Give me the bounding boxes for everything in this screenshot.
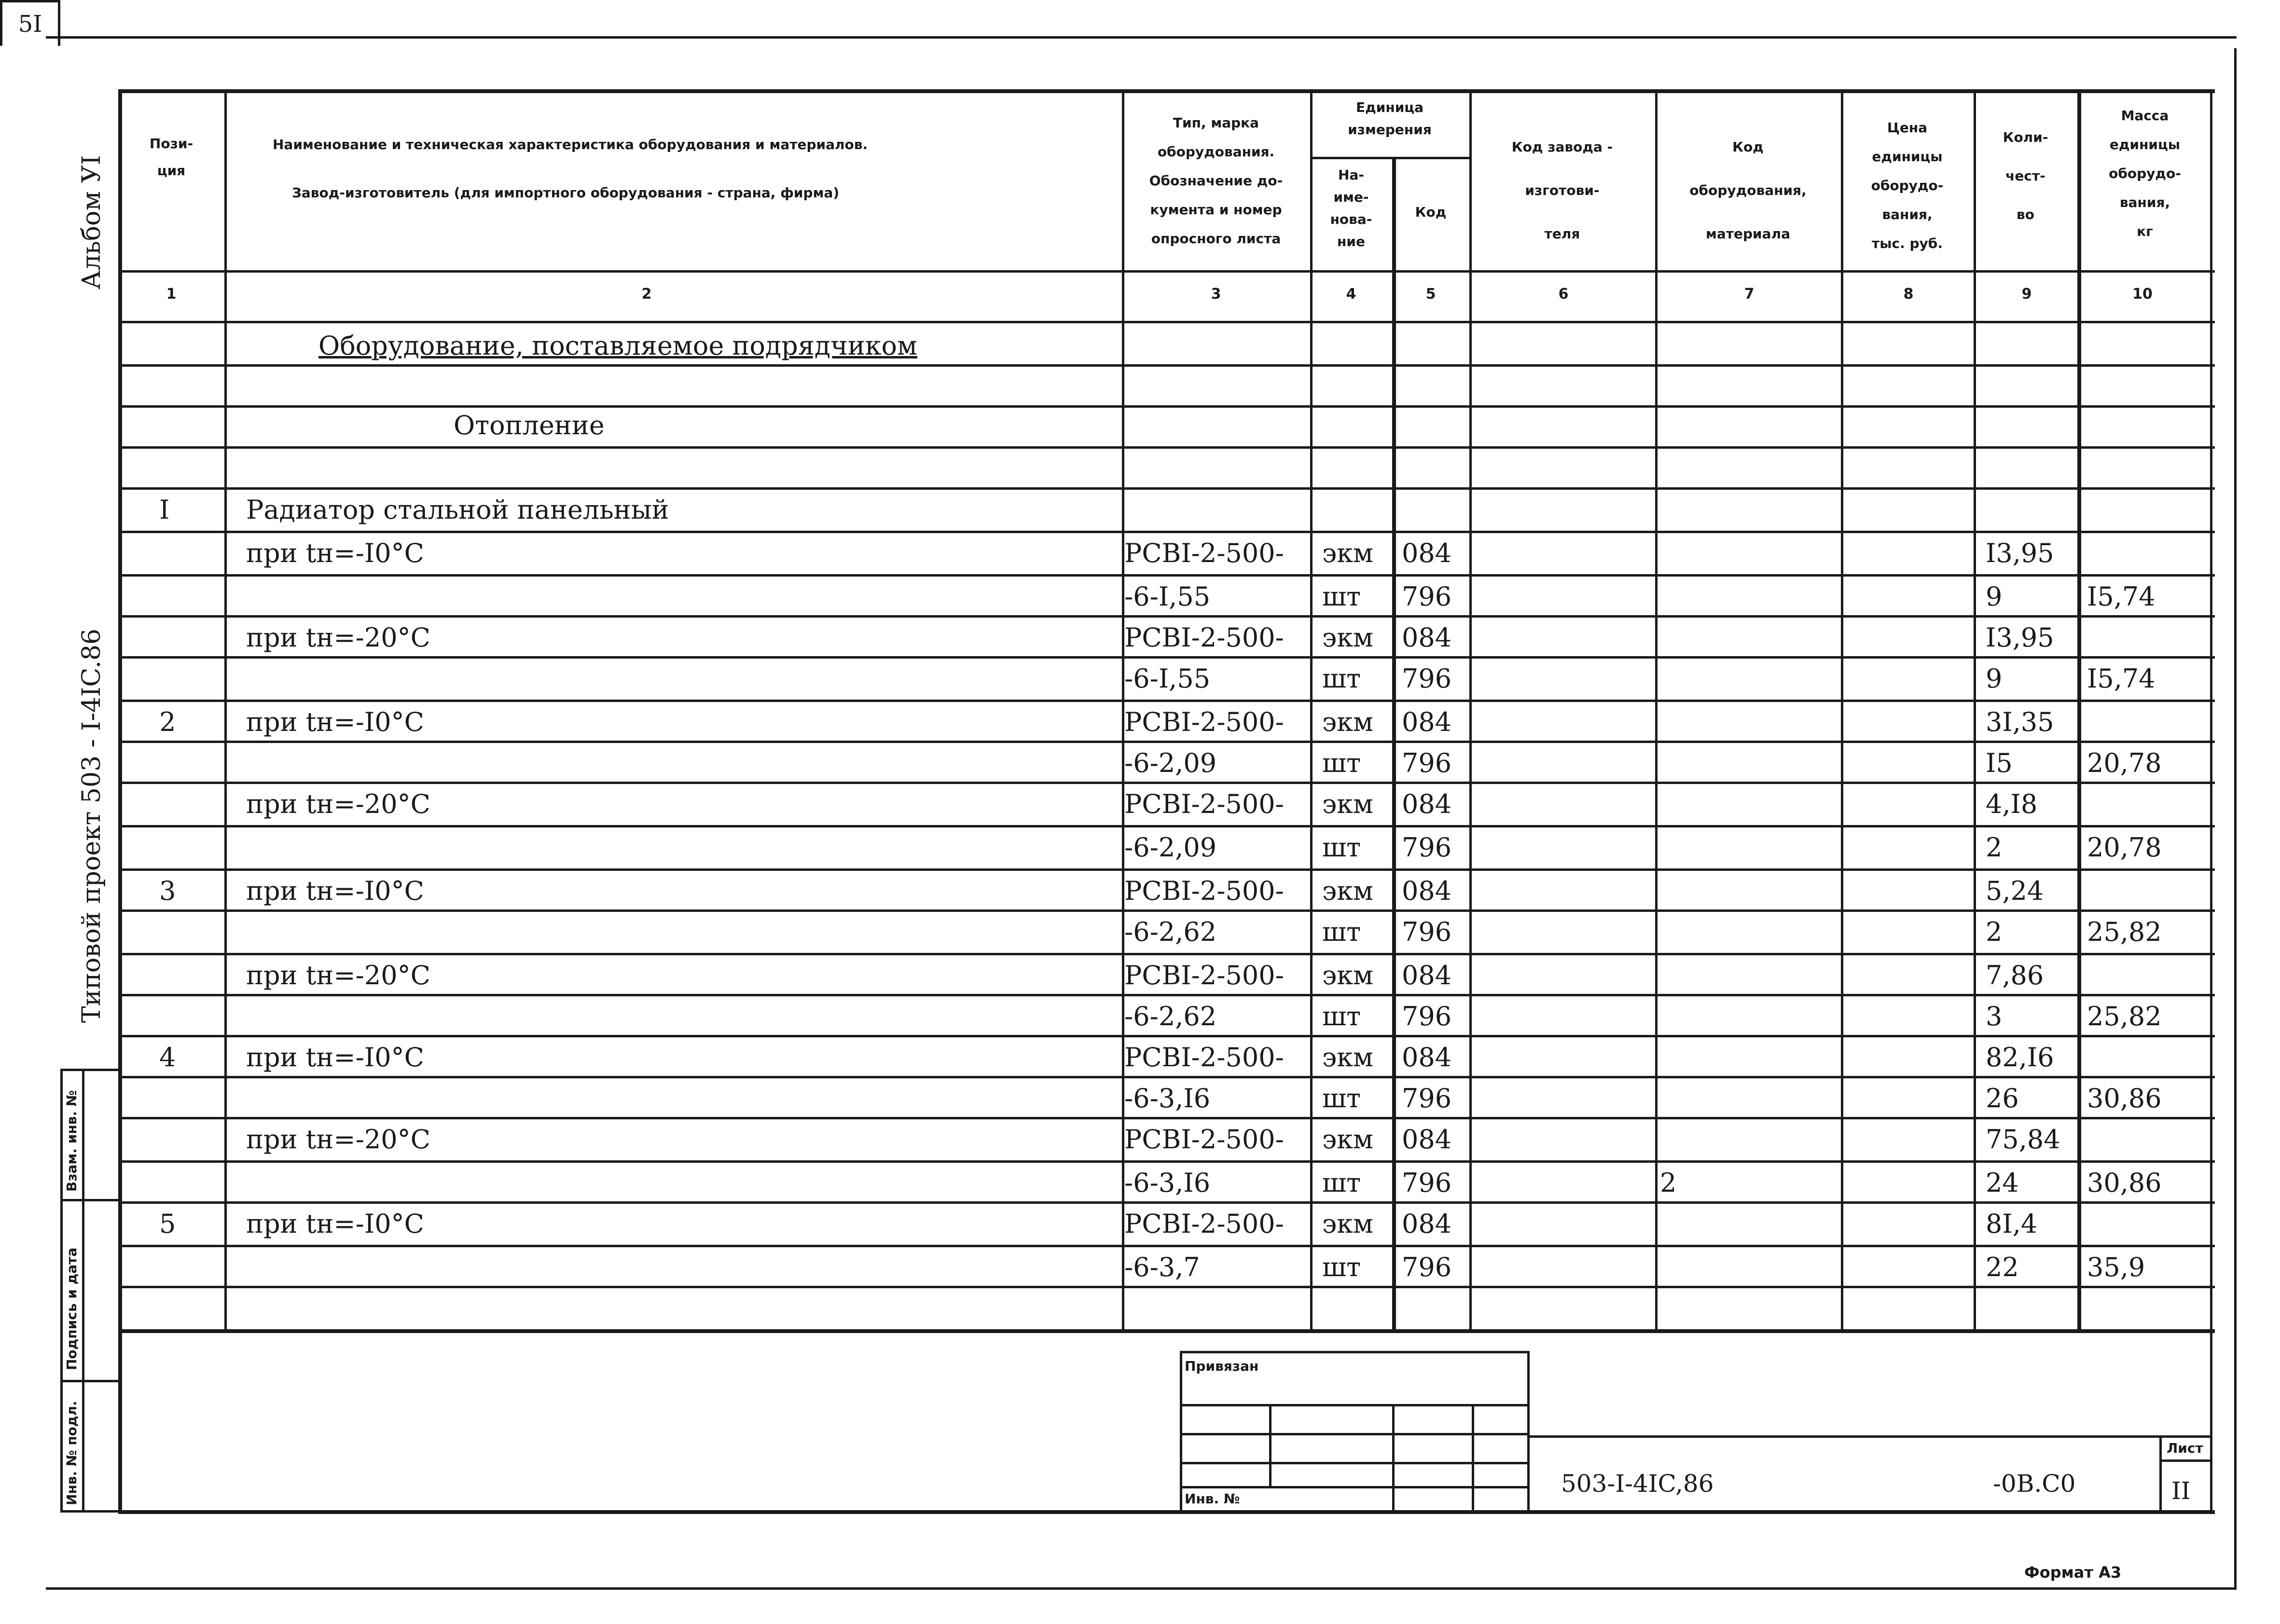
colnum-4: 4 xyxy=(1346,286,1356,303)
cell-mass: 20,78 xyxy=(2087,748,2162,778)
cell-unit-code: 084 xyxy=(1402,538,1452,568)
cell-unit-code: 796 xyxy=(1402,748,1452,778)
cell-unit: экм xyxy=(1322,876,1373,906)
cell-quantity: I3,95 xyxy=(1986,538,2054,568)
colnum-3: 3 xyxy=(1211,286,1221,303)
colnum-1: 1 xyxy=(166,286,177,303)
cell-unit-code: 084 xyxy=(1402,1042,1452,1073)
cell-type: -6-I,55 xyxy=(1124,663,1211,694)
cell-unit: экм xyxy=(1322,538,1373,568)
cell-name: при tн=-I0°C xyxy=(246,1042,424,1073)
cell-unit-code: 084 xyxy=(1402,789,1452,819)
cell-unit: шт xyxy=(1322,1001,1361,1032)
cell-quantity: 3 xyxy=(1986,1001,2003,1032)
cell-type: PCBI-2-500- xyxy=(1124,1042,1284,1073)
cell-type: PCBI-2-500- xyxy=(1124,538,1284,568)
cell-unit-code: 796 xyxy=(1402,581,1452,612)
cell-type: PCBI-2-500- xyxy=(1124,707,1284,737)
colnum-10: 10 xyxy=(2132,286,2153,303)
cell-unit-code: 796 xyxy=(1402,1168,1452,1198)
cell-quantity: 82,I6 xyxy=(1986,1042,2054,1073)
cell-name: при tн=-I0°C xyxy=(246,538,424,568)
cell-mass: 20,78 xyxy=(2087,832,2162,863)
cell-mass: I5,74 xyxy=(2087,581,2156,612)
cell-position: 2 xyxy=(159,707,176,737)
stamp-inv-label: Инв. № xyxy=(1185,1491,1240,1507)
stamp-sheet-value: II xyxy=(2171,1477,2191,1505)
cell-type: PCBI-2-500- xyxy=(1124,1209,1284,1239)
cell-type: -6-2,09 xyxy=(1124,748,1217,778)
cell-mass: 30,86 xyxy=(2087,1083,2162,1114)
cell-name: при tн=-I0°C xyxy=(246,876,424,906)
cell-quantity: 8I,4 xyxy=(1986,1209,2038,1239)
header-plant-code: Код завода - изготови- теля xyxy=(1511,139,1613,242)
cell-position: 3 xyxy=(159,876,176,906)
header-price: Цена единицы оборудо- вания, тыс. руб. xyxy=(1871,120,1944,251)
cell-type: PCBI-2-500- xyxy=(1124,1124,1284,1155)
section-title: Оборудование, поставляемое подрядчиком xyxy=(318,330,918,361)
side-inv-replace: Взам. инв. № xyxy=(64,1090,80,1192)
sheet-number-text: 5I xyxy=(18,11,42,38)
cell-unit: экм xyxy=(1322,622,1373,653)
stamp-sheet-label: Лист xyxy=(2167,1440,2203,1456)
cell-unit: шт xyxy=(1322,1252,1361,1282)
header-name-line1: Наименование и техническая характеристика оборудования и материалов. xyxy=(273,137,868,152)
cell-unit: экм xyxy=(1322,789,1373,819)
cell-unit: экм xyxy=(1322,707,1373,737)
cell-quantity: 7,86 xyxy=(1986,960,2044,991)
cell-position: 5 xyxy=(159,1209,176,1239)
cell-quantity: 2 xyxy=(1986,917,2003,947)
cell-unit-code: 796 xyxy=(1402,663,1452,694)
cell-quantity: 3I,35 xyxy=(1986,707,2054,737)
cell-unit-code: 796 xyxy=(1402,1083,1452,1114)
cell-name: при tн=-20°C xyxy=(246,622,430,653)
cell-unit-code: 796 xyxy=(1402,917,1452,947)
cell-quantity: 2 xyxy=(1986,832,2003,863)
cell-mass: 35,9 xyxy=(2087,1252,2145,1282)
cell-unit-code: 084 xyxy=(1402,707,1452,737)
cell-name: при tн=-20°C xyxy=(246,1124,430,1155)
cell-type: -6-2,09 xyxy=(1124,832,1217,863)
cell-name: при tн=-20°C xyxy=(246,789,430,819)
colnum-8: 8 xyxy=(1903,286,1914,303)
side-inv-orig: Инв. № подл. xyxy=(64,1401,80,1505)
cell-quantity: I5 xyxy=(1986,748,2013,778)
colnum-6: 6 xyxy=(1558,286,1569,303)
header-position: Пози- ция xyxy=(149,136,193,179)
cell-name: Радиатор стальной панельный xyxy=(246,495,669,525)
header-name-line2: Завод-изготовитель (для импортного оборудования - страна, фирма) xyxy=(292,185,840,201)
cell-position: I xyxy=(159,495,170,525)
cell-unit: экм xyxy=(1322,1042,1373,1073)
cell-unit: экм xyxy=(1322,960,1373,991)
cell-mass: I5,74 xyxy=(2087,663,2156,694)
cell-unit-code: 084 xyxy=(1402,1124,1452,1155)
colnum-5: 5 xyxy=(1425,286,1436,303)
cell-quantity: I3,95 xyxy=(1986,622,2054,653)
cell-mass: 25,82 xyxy=(2087,1001,2162,1032)
cell-unit: шт xyxy=(1322,917,1361,947)
cell-mass: 30,86 xyxy=(2087,1168,2162,1198)
cell-position: 4 xyxy=(159,1042,176,1073)
cell-type: -6-3,I6 xyxy=(1124,1168,1211,1198)
cell-unit: шт xyxy=(1322,748,1361,778)
cell-mass: 25,82 xyxy=(2087,917,2162,947)
cell-type: -6-3,I6 xyxy=(1124,1083,1211,1114)
stamp-doc-suffix: -0B.C0 xyxy=(1993,1470,2076,1498)
cell-unit-code: 796 xyxy=(1402,1001,1452,1032)
cell-equipment-code: 2 xyxy=(1660,1168,1677,1198)
cell-quantity: 24 xyxy=(1986,1168,2019,1198)
header-unit-group: Единица измерения xyxy=(1348,99,1432,138)
cell-unit-code: 796 xyxy=(1402,1252,1452,1282)
cell-type: PCBI-2-500- xyxy=(1124,960,1284,991)
side-sign-date: Подпись и дата xyxy=(64,1247,80,1370)
cell-type: -6-I,55 xyxy=(1124,581,1211,612)
cell-quantity: 4,I8 xyxy=(1986,789,2038,819)
header-unit-name: На- име- нова- ние xyxy=(1330,167,1372,249)
cell-type: -6-3,7 xyxy=(1124,1252,1200,1282)
side-album: Альбом УI xyxy=(77,155,106,289)
cell-name: при tн=-20°C xyxy=(246,960,430,991)
cell-quantity: 9 xyxy=(1986,581,2003,612)
header-mass: Масса единицы оборудо- вания, кг xyxy=(2109,108,2181,239)
header-unit-code: Код xyxy=(1415,204,1447,220)
cell-quantity: 5,24 xyxy=(1986,876,2044,906)
cell-unit: экм xyxy=(1322,1209,1373,1239)
cell-quantity: 75,84 xyxy=(1986,1124,2060,1155)
cell-name: при tн=-I0°C xyxy=(246,707,424,737)
stamp-bound-label: Привязан xyxy=(1185,1358,1259,1374)
cell-unit-code: 084 xyxy=(1402,960,1452,991)
cell-type: PCBI-2-500- xyxy=(1124,876,1284,906)
cell-type: -6-2,62 xyxy=(1124,1001,1217,1032)
cell-type: PCBI-2-500- xyxy=(1124,622,1284,653)
format-label: Формат А3 xyxy=(2024,1563,2122,1582)
header-equipment-code: Код оборудования, материала xyxy=(1689,139,1807,242)
cell-unit: шт xyxy=(1322,1083,1361,1114)
cell-type: -6-2,62 xyxy=(1124,917,1217,947)
side-project: Типовой проект 503 - I-4IC.86 xyxy=(77,628,106,1023)
header-quantity: Коли- чест- во xyxy=(2003,129,2048,222)
colnum-9: 9 xyxy=(2021,286,2032,303)
cell-quantity: 9 xyxy=(1986,663,2003,694)
cell-quantity: 26 xyxy=(1986,1083,2019,1114)
cell-unit-code: 796 xyxy=(1402,832,1452,863)
sheet-number xyxy=(0,0,60,46)
cell-unit-code: 084 xyxy=(1402,622,1452,653)
cell-unit: шт xyxy=(1322,832,1361,863)
cell-unit: шт xyxy=(1322,1168,1361,1198)
cell-unit-code: 084 xyxy=(1402,1209,1452,1239)
cell-quantity: 22 xyxy=(1986,1252,2019,1282)
header-type: Тип, марка оборудования. Обозначение до- кумента и номер опросного листа xyxy=(1149,115,1283,247)
cell-unit-code: 084 xyxy=(1402,876,1452,906)
cell-unit: шт xyxy=(1322,581,1361,612)
cell-unit: шт xyxy=(1322,663,1361,694)
colnum-2: 2 xyxy=(641,286,652,303)
colnum-7: 7 xyxy=(1744,286,1755,303)
subsection-title: Отопление xyxy=(454,410,605,440)
cell-unit: экм xyxy=(1322,1124,1373,1155)
cell-type: PCBI-2-500- xyxy=(1124,789,1284,819)
stamp-doc-code: 503-I-4IC,86 xyxy=(1561,1470,1714,1498)
cell-name: при tн=-I0°C xyxy=(246,1209,424,1239)
